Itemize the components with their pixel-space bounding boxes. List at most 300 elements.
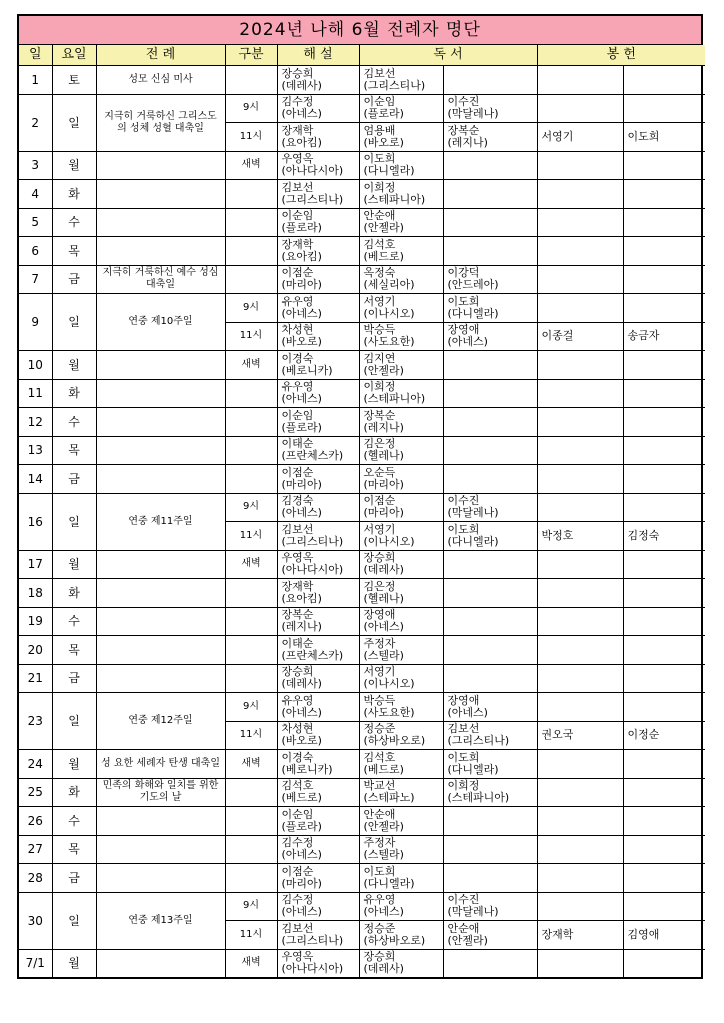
commentator-cell [277,322,359,351]
person-name: 김경숙 [281,494,314,508]
offering2-cell [623,151,705,180]
offering2-cell: 김정숙 [623,522,705,551]
day-cell: 24 [19,750,52,779]
weekday-cell: 수 [52,408,96,437]
service-cell [225,664,277,693]
saint-name: (세실리아) [363,278,415,292]
header-weekday: 요일 [52,45,96,66]
saint-name: (그리스티나) [281,534,344,548]
person-name: 서영기 [363,522,396,536]
header-row [19,45,705,66]
reader2-cell [443,237,537,266]
table-row [19,579,705,608]
service-cell [225,436,277,465]
person-name: 이태순 [281,437,314,451]
liturgy-cell [96,436,225,465]
table-row [19,237,705,266]
offering1-cell: 권오국 [537,721,623,750]
saint-name: (이나시오) [363,306,415,320]
person-name: 우영옥 [281,551,314,565]
table-row [19,892,705,921]
weekday-cell: 목 [52,237,96,266]
weekday-cell: 일 [52,493,96,550]
service-cell [225,778,277,807]
commentator-cell [277,379,359,408]
person-name: 차성현 [281,722,314,736]
service-cell: 11시 [225,522,277,551]
saint-name: (이나시오) [363,677,415,691]
offering2-cell [623,208,705,237]
reader1-cell [359,921,443,950]
day-cell: 30 [19,892,52,949]
service-cell [225,636,277,665]
reader2-cell [443,294,537,323]
commentator-cell [277,66,359,95]
offering2-cell [623,408,705,437]
liturgy-cell [96,351,225,380]
liturgy-cell [96,579,225,608]
day-cell: 21 [19,664,52,693]
saint-name: (데레사) [363,962,404,976]
person-name: 안순애 [447,921,480,935]
offering1-cell [537,265,623,294]
reader1-cell [359,66,443,95]
liturgy-cell [96,807,225,836]
person-name: 이순임 [281,408,314,422]
offering2-cell [623,94,705,123]
person-name: 정승준 [363,722,396,736]
weekday-cell: 금 [52,465,96,494]
saint-name: (스테파니아) [363,192,426,206]
day-cell: 2 [19,94,52,151]
liturgy-cell [96,408,225,437]
person-name: 이도희 [447,294,480,308]
table-row [19,778,705,807]
offering2-cell [623,664,705,693]
commentator-cell [277,351,359,380]
day-cell: 23 [19,693,52,750]
saint-name: (아네스) [363,620,404,634]
saint-name: (이나시오) [363,534,415,548]
reader1-cell [359,379,443,408]
saint-name: (요아킴) [281,249,322,263]
commentator-cell [277,864,359,893]
day-cell: 27 [19,835,52,864]
day-cell: 16 [19,493,52,550]
reader1-cell [359,778,443,807]
saint-name: (아네스) [281,506,322,520]
commentator-cell [277,493,359,522]
table-row [19,465,705,494]
person-name: 이순임 [281,807,314,821]
reader2-cell [443,151,537,180]
schedule-sheet [17,14,703,979]
weekday-cell: 화 [52,579,96,608]
saint-name: (그리스티나) [447,734,510,748]
saint-name: (아나다시아) [281,962,344,976]
reader2-cell [443,949,537,977]
saint-name: (그리스티나) [281,933,344,947]
offering1-cell [537,465,623,494]
commentator-cell [277,550,359,579]
saint-name: (아네스) [281,107,322,121]
saint-name: (헬레나) [363,449,404,463]
reader2-cell [443,265,537,294]
offering2-cell [623,949,705,977]
person-name: 이점순 [363,494,396,508]
person-name: 장승희 [281,66,314,80]
table-row [19,864,705,893]
day-cell: 17 [19,550,52,579]
day-cell: 19 [19,607,52,636]
day-cell: 1 [19,66,52,95]
reader1-cell [359,835,443,864]
reader1-cell [359,721,443,750]
offering1-cell [537,579,623,608]
reader2-cell [443,94,537,123]
reader1-cell [359,436,443,465]
table-row [19,607,705,636]
table-row [19,693,705,722]
offering1-cell [537,294,623,323]
offering1-cell [537,94,623,123]
reader1-cell [359,351,443,380]
person-name: 박교선 [363,779,396,793]
commentator-cell [277,636,359,665]
reader1-cell [359,294,443,323]
weekday-cell: 일 [52,94,96,151]
offering1-cell [537,379,623,408]
saint-name: (레지나) [447,135,488,149]
reader2-cell [443,550,537,579]
offering2-cell [623,892,705,921]
person-name: 장재학 [281,123,314,137]
service-cell: 9시 [225,94,277,123]
day-cell: 10 [19,351,52,380]
offering2-cell: 김영애 [623,921,705,950]
offering1-cell [537,237,623,266]
reader2-cell [443,436,537,465]
commentator-cell [277,807,359,836]
offering1-cell [537,778,623,807]
person-name: 이수진 [447,893,480,907]
offering2-cell: 이정순 [623,721,705,750]
service-cell: 9시 [225,693,277,722]
saint-name: (막달레나) [447,107,499,121]
person-name: 유우영 [281,380,314,394]
saint-name: (다니엘라) [447,762,499,776]
service-cell [225,408,277,437]
person-name: 서영기 [363,294,396,308]
person-name: 장승희 [363,950,396,964]
service-cell: 새벽 [225,151,277,180]
reader1-cell [359,265,443,294]
service-cell [225,379,277,408]
offering1-cell [537,493,623,522]
reader2-cell [443,921,537,950]
day-cell: 6 [19,237,52,266]
saint-name: (스텔라) [363,848,404,862]
person-name: 유우영 [363,893,396,907]
header-service: 구분 [225,45,277,66]
table-row [19,180,705,209]
saint-name: (바오로) [281,335,322,349]
liturgy-cell: 연중 제13주일 [96,892,225,949]
page-title: 2024년 나해 6월 전례자 명단 [19,16,701,45]
offering1-cell [537,436,623,465]
reader2-cell [443,778,537,807]
liturgy-cell [96,664,225,693]
service-cell: 새벽 [225,550,277,579]
offering2-cell [623,436,705,465]
person-name: 이점순 [281,864,314,878]
reader2-cell [443,636,537,665]
offering1-cell [537,949,623,977]
offering2-cell [623,750,705,779]
service-cell: 11시 [225,322,277,351]
service-cell: 11시 [225,123,277,152]
saint-name: (아네스) [281,705,322,719]
weekday-cell: 화 [52,180,96,209]
weekday-cell: 수 [52,607,96,636]
saint-name: (아네스) [281,392,322,406]
day-cell: 4 [19,180,52,209]
reader2-cell [443,208,537,237]
offering2-cell [623,493,705,522]
day-cell: 20 [19,636,52,665]
saint-name: (마리아) [363,506,404,520]
table-row [19,835,705,864]
table-row [19,66,705,95]
person-name: 김수정 [281,836,314,850]
person-name: 장영애 [363,608,396,622]
commentator-cell [277,151,359,180]
table-row [19,265,705,294]
reader1-cell [359,208,443,237]
reader1-cell [359,550,443,579]
service-cell: 새벽 [225,351,277,380]
saint-name: (아네스) [281,306,322,320]
reader1-cell [359,94,443,123]
person-name: 이경숙 [281,351,314,365]
commentator-cell [277,750,359,779]
saint-name: (막달레나) [447,506,499,520]
commentator-cell [277,465,359,494]
saint-name: (아네스) [363,905,404,919]
reader2-cell [443,322,537,351]
liturgy-cell: 지극히 거룩하신 예수 성심 대축일 [96,265,225,294]
person-name: 이순임 [281,209,314,223]
offering1-cell [537,750,623,779]
weekday-cell: 목 [52,436,96,465]
saint-name: (다니엘라) [363,164,415,178]
day-cell: 3 [19,151,52,180]
person-name: 김보선 [281,522,314,536]
offering1-cell [537,892,623,921]
offering1-cell [537,408,623,437]
reader2-cell [443,892,537,921]
reader1-cell [359,408,443,437]
reader1-cell [359,522,443,551]
person-name: 김보선 [281,180,314,194]
saint-name: (베드로) [281,791,322,805]
person-name: 장영애 [447,693,480,707]
service-cell [225,180,277,209]
reader2-cell [443,693,537,722]
header-commentary: 해 설 [277,45,359,66]
liturgy-cell: 연중 제11주일 [96,493,225,550]
weekday-cell: 월 [52,949,96,977]
saint-name: (데레사) [281,78,322,92]
reader2-cell [443,180,537,209]
person-name: 오순득 [363,465,396,479]
table-row [19,151,705,180]
reader2-cell [443,579,537,608]
saint-name: (프란체스카) [281,648,344,662]
service-cell [225,265,277,294]
day-cell: 25 [19,778,52,807]
offering1-cell [537,66,623,95]
saint-name: (베로니카) [281,363,333,377]
day-cell: 5 [19,208,52,237]
reader2-cell [443,807,537,836]
liturgy-cell: 민족의 화해와 일치를 위한 기도의 날 [96,778,225,807]
saint-name: (플로라) [281,420,322,434]
commentator-cell [277,949,359,977]
reader1-cell [359,864,443,893]
service-cell [225,835,277,864]
weekday-cell: 월 [52,151,96,180]
saint-name: (아네스) [281,848,322,862]
offering1-cell: 박정호 [537,522,623,551]
person-name: 이점순 [281,465,314,479]
table-row [19,379,705,408]
weekday-cell: 목 [52,835,96,864]
offering1-cell [537,607,623,636]
person-name: 유우영 [281,294,314,308]
commentator-cell [277,921,359,950]
saint-name: (그리스티나) [281,192,344,206]
saint-name: (안젤라) [363,819,404,833]
person-name: 정승준 [363,921,396,935]
person-name: 장복순 [363,408,396,422]
liturgy-cell [96,835,225,864]
offering2-cell [623,237,705,266]
reader2-cell [443,123,537,152]
saint-name: (데레사) [281,677,322,691]
liturgy-cell [96,180,225,209]
service-cell: 9시 [225,294,277,323]
commentator-cell [277,579,359,608]
commentator-cell [277,721,359,750]
reader1-cell [359,807,443,836]
weekday-cell: 일 [52,693,96,750]
person-name: 안순애 [363,807,396,821]
service-cell [225,237,277,266]
offering2-cell [623,379,705,408]
saint-name: (바오로) [281,734,322,748]
reader1-cell [359,607,443,636]
commentator-cell [277,693,359,722]
table-row [19,351,705,380]
offering1-cell: 이종걸 [537,322,623,351]
service-cell: 새벽 [225,750,277,779]
person-name: 김석호 [363,750,396,764]
commentator-cell [277,94,359,123]
saint-name: (스테파니아) [447,791,510,805]
table-row [19,949,705,977]
weekday-cell: 목 [52,636,96,665]
person-name: 이순임 [363,95,396,109]
offering1-cell [537,208,623,237]
saint-name: (요아킴) [281,135,322,149]
offering2-cell [623,636,705,665]
saint-name: (스테파니아) [363,392,426,406]
day-cell: 28 [19,864,52,893]
table-row [19,436,705,465]
commentator-cell [277,778,359,807]
saint-name: (안드레아) [447,278,499,292]
liturgy-cell [96,636,225,665]
service-cell [225,208,277,237]
person-name: 이희정 [363,380,396,394]
service-cell: 새벽 [225,949,277,977]
reader1-cell [359,123,443,152]
commentator-cell [277,607,359,636]
person-name: 박승득 [363,323,396,337]
person-name: 우영옥 [281,950,314,964]
weekday-cell: 금 [52,664,96,693]
commentator-cell [277,123,359,152]
reader1-cell [359,237,443,266]
table-row [19,664,705,693]
schedule-table [19,45,705,977]
service-cell: 9시 [225,892,277,921]
saint-name: (아나다시아) [281,164,344,178]
reader1-cell [359,493,443,522]
saint-name: (요아킴) [281,591,322,605]
liturgy-cell [96,550,225,579]
weekday-cell: 월 [52,550,96,579]
saint-name: (안젤라) [363,221,404,235]
reader2-cell [443,522,537,551]
liturgy-cell: 성 요한 세례자 탄생 대축일 [96,750,225,779]
liturgy-cell [96,151,225,180]
service-cell [225,864,277,893]
table-row [19,750,705,779]
day-cell: 7/1 [19,949,52,977]
commentator-cell [277,237,359,266]
weekday-cell: 월 [52,351,96,380]
person-name: 차성현 [281,323,314,337]
offering2-cell: 송금자 [623,322,705,351]
table-row [19,408,705,437]
saint-name: (프란체스카) [281,449,344,463]
header-reading: 독 서 [359,45,537,66]
table-row [19,807,705,836]
saint-name: (스텔라) [363,648,404,662]
reader2-cell [443,750,537,779]
saint-name: (안젤라) [447,933,488,947]
saint-name: (아네스) [447,335,488,349]
commentator-cell [277,180,359,209]
person-name: 주정자 [363,636,396,650]
day-cell: 7 [19,265,52,294]
liturgy-cell: 성모 신심 미사 [96,66,225,95]
saint-name: (베드로) [363,762,404,776]
person-name: 유우영 [281,693,314,707]
saint-name: (플로라) [281,221,322,235]
